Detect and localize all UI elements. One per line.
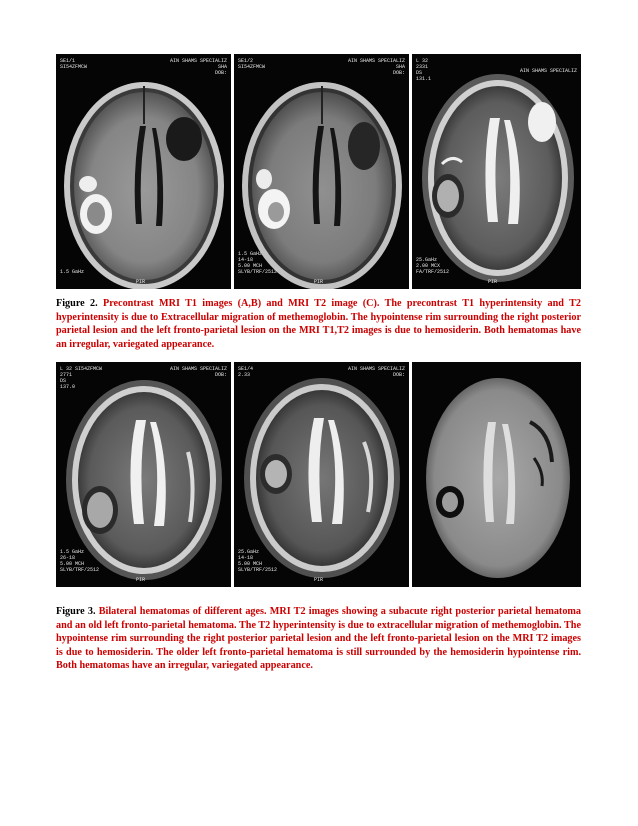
overlay-bottom-left: 1.5 GaHz — [60, 269, 85, 275]
figure-3-caption-text: Bilateral hematomas of different ages. MRI T2 images showing a subacute right posterior parietal hematoma and an old left fronto-parietal hematoma. The T2 hyperintensity is due to extracellular migration of methemoglobin. The hypointense rim surrounding the right posterior parietal lesion and the left fronto-parietal lesion on the MRI T2 images is due to hemosiderin. The older left fronto-parietal hematoma is still surrounded by the hemosiderin hypointense rim. Both hematomas have an irregular, variegated appearance. — [56, 606, 581, 672]
overlay-bottom-left: 1.5 GaHz 26-18 5.00 MCH SLYB/TRF/2512 — [60, 549, 100, 573]
overlay-top-left: SE1/1 SI54ZFMCW — [60, 58, 88, 70]
overlay-top-right: AIN SHAMS SPECIALIZ DOB: — [169, 366, 227, 378]
figure-2-panel-c — [412, 54, 581, 289]
figure-3-label: Figure 3. — [56, 606, 96, 617]
overlay-bottom-right: PIR — [488, 279, 498, 285]
overlay-bottom-right: PIR — [136, 279, 146, 285]
overlay-top-right: AIN SHAMS SPECIALIZ DOB: — [347, 366, 405, 378]
figure-3-panel-c — [412, 362, 581, 587]
figure-3-image-row — [56, 362, 581, 587]
overlay-top-left: SE1/2 SI54ZFMCW — [238, 58, 266, 70]
figure-2-panel-a — [56, 54, 231, 289]
overlay-bottom-right: PIR — [136, 577, 146, 583]
figure-2-panel-b — [234, 54, 409, 289]
mri-t2-axial-image — [412, 54, 581, 289]
overlay-bottom-right: PIR — [314, 279, 324, 285]
overlay-top-left: L 32 2331 DS 131.1 — [416, 58, 432, 82]
overlay-bottom-left: 25.GaHz 14-18 5.00 MCH SLYB/TRF/2512 — [238, 549, 278, 573]
figure-2-label: Figure 2. — [56, 298, 98, 309]
overlay-top-right: AIN SHAMS SPECIALIZ SHA DOB: — [169, 58, 227, 76]
overlay-bottom-right: PIR — [314, 577, 324, 583]
figure-2-caption — [56, 297, 581, 351]
figure-3-caption — [56, 605, 581, 673]
figure-3-panel-a — [56, 362, 231, 587]
overlay-top-right: AIN SHAMS SPECIALIZ — [519, 68, 577, 74]
overlay-top-left: L 32 SI54ZFMCW 2771 DS 137.0 — [60, 366, 103, 390]
mri-t1-axial-image — [56, 54, 231, 289]
figure-2-caption-text: Precontrast MRI T1 images (A,B) and MRI T2 image (C). The precontrast T1 hyperintensity and T2 hyperintensity is due to Extracellular migration of methemoglobin. The hypointense rim surrounding the right posterior parietal lesion and the left fronto-parietal lesion on the MRI T1,T2 images is due to hemosiderin. Both hematomas have an irregular, variegated appearance. — [56, 298, 581, 350]
figure-2-image-row — [56, 54, 581, 289]
overlay-top-left: SE1/4 2.33 — [238, 366, 254, 378]
overlay-bottom-left: 1.5 GaHz 14-18 5.00 MCH SLYB/TRF/2512 — [238, 251, 278, 275]
mri-t2-star-axial-image — [412, 362, 581, 587]
overlay-bottom-left: 25.GaHz 2.00 MCX FA/TRF/2512 — [416, 257, 450, 275]
figure-3-panel-b — [234, 362, 409, 587]
overlay-top-right: AIN SHAMS SPECIALIZ SHA DOB: — [347, 58, 405, 76]
